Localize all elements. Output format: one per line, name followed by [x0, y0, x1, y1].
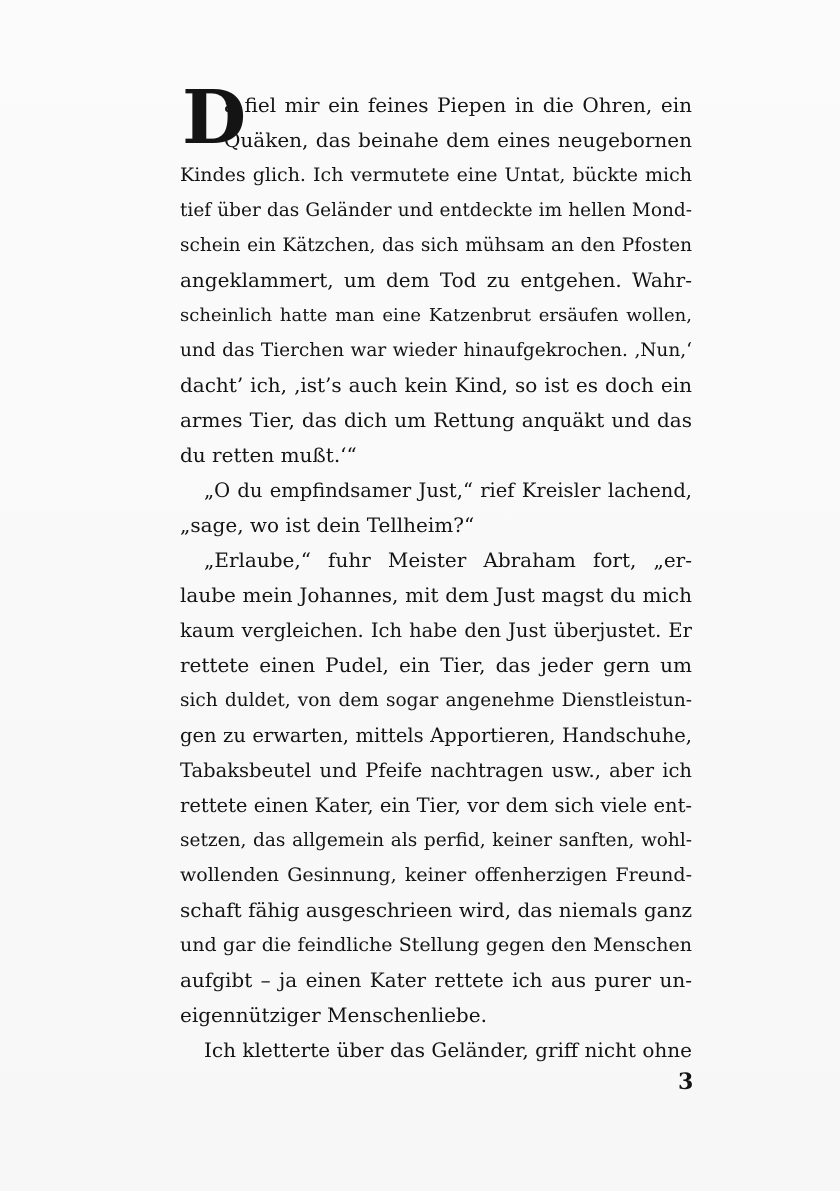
text-line: eigennütziger Menschenliebe.	[180, 1003, 487, 1027]
text-line: kaum vergleichen. Ich habe den Just überjustet. Er	[180, 619, 692, 642]
text-line: rettete einen Pudel, ein Tier, das jeder gern um	[180, 653, 692, 677]
text-line: armes Tier, das dich um Rettung anquäkt und das	[180, 408, 692, 432]
text-line: rettete einen Kater, ein Tier, vor dem sich viele ent-	[180, 794, 692, 817]
text-line: Tabaksbeutel und Pfeife nachtragen usw., aber ich	[180, 759, 692, 782]
text-line: Quäken, das beinahe dem eines neugebornen	[224, 128, 692, 152]
text-line: angeklammert, um dem Tod zu entgehen. Wahr-	[180, 268, 692, 292]
text-line: sich duldet, von dem sogar angenehme Dienstleistun-	[180, 690, 692, 711]
text-line: schein ein Kätzchen, das sich mühsam an den Pfosten	[180, 235, 692, 256]
text-line: und gar die feindliche Stellung gegen den Menschen	[180, 934, 692, 956]
text-line: „Erlaube,“ fuhr Meister Abraham fort, „er-	[204, 548, 692, 572]
text-line: Kindes glich. Ich vermutete eine Untat, bückte mich	[180, 164, 692, 186]
text-line: schaft fähig ausgeschrieen wird, das niemals ganz	[180, 898, 692, 922]
page-number: 3	[678, 1069, 694, 1095]
text-line: tief über das Geländer und entdeckte im hellen Mond-	[180, 200, 692, 221]
text-line: gen zu erwarten, mittels Apportieren, Handschuhe,	[180, 724, 692, 747]
text-line: dacht’ ich, ‚ist’s auch kein Kind, so ist es doch ein	[180, 373, 692, 397]
text-line: „O du empfindsamer Just,“ rief Kreisler lachend,	[204, 479, 692, 502]
text-line: aufgibt – ja einen Kater rettete ich aus purer un-	[180, 968, 692, 992]
text-line: Ich kletterte über das Geländer, griff nicht ohne	[204, 1038, 692, 1062]
drop-cap: D	[182, 75, 247, 161]
text-line: und das Tierchen war wieder hinaufgekrochen. ‚Nun,‘	[180, 340, 692, 361]
text-line: setzen, das allgemein als perfid, keiner sanften, wohl-	[180, 830, 692, 851]
text-line: wollenden Gesinnung, keiner offenherzigen Freund-	[180, 864, 692, 886]
body-text	[180, 88, 692, 1068]
text-line: du retten mußt.‘“	[180, 443, 357, 467]
text-line: „sage, wo ist dein Tellheim?“	[180, 513, 475, 537]
text-line: laube mein Johannes, mit dem Just magst du mich	[180, 583, 692, 607]
text-line: scheinlich hatte man eine Katzenbrut ersäufen wollen,	[180, 305, 692, 326]
text-line: a fiel mir ein feines Piepen in die Ohren, ein	[224, 93, 692, 117]
